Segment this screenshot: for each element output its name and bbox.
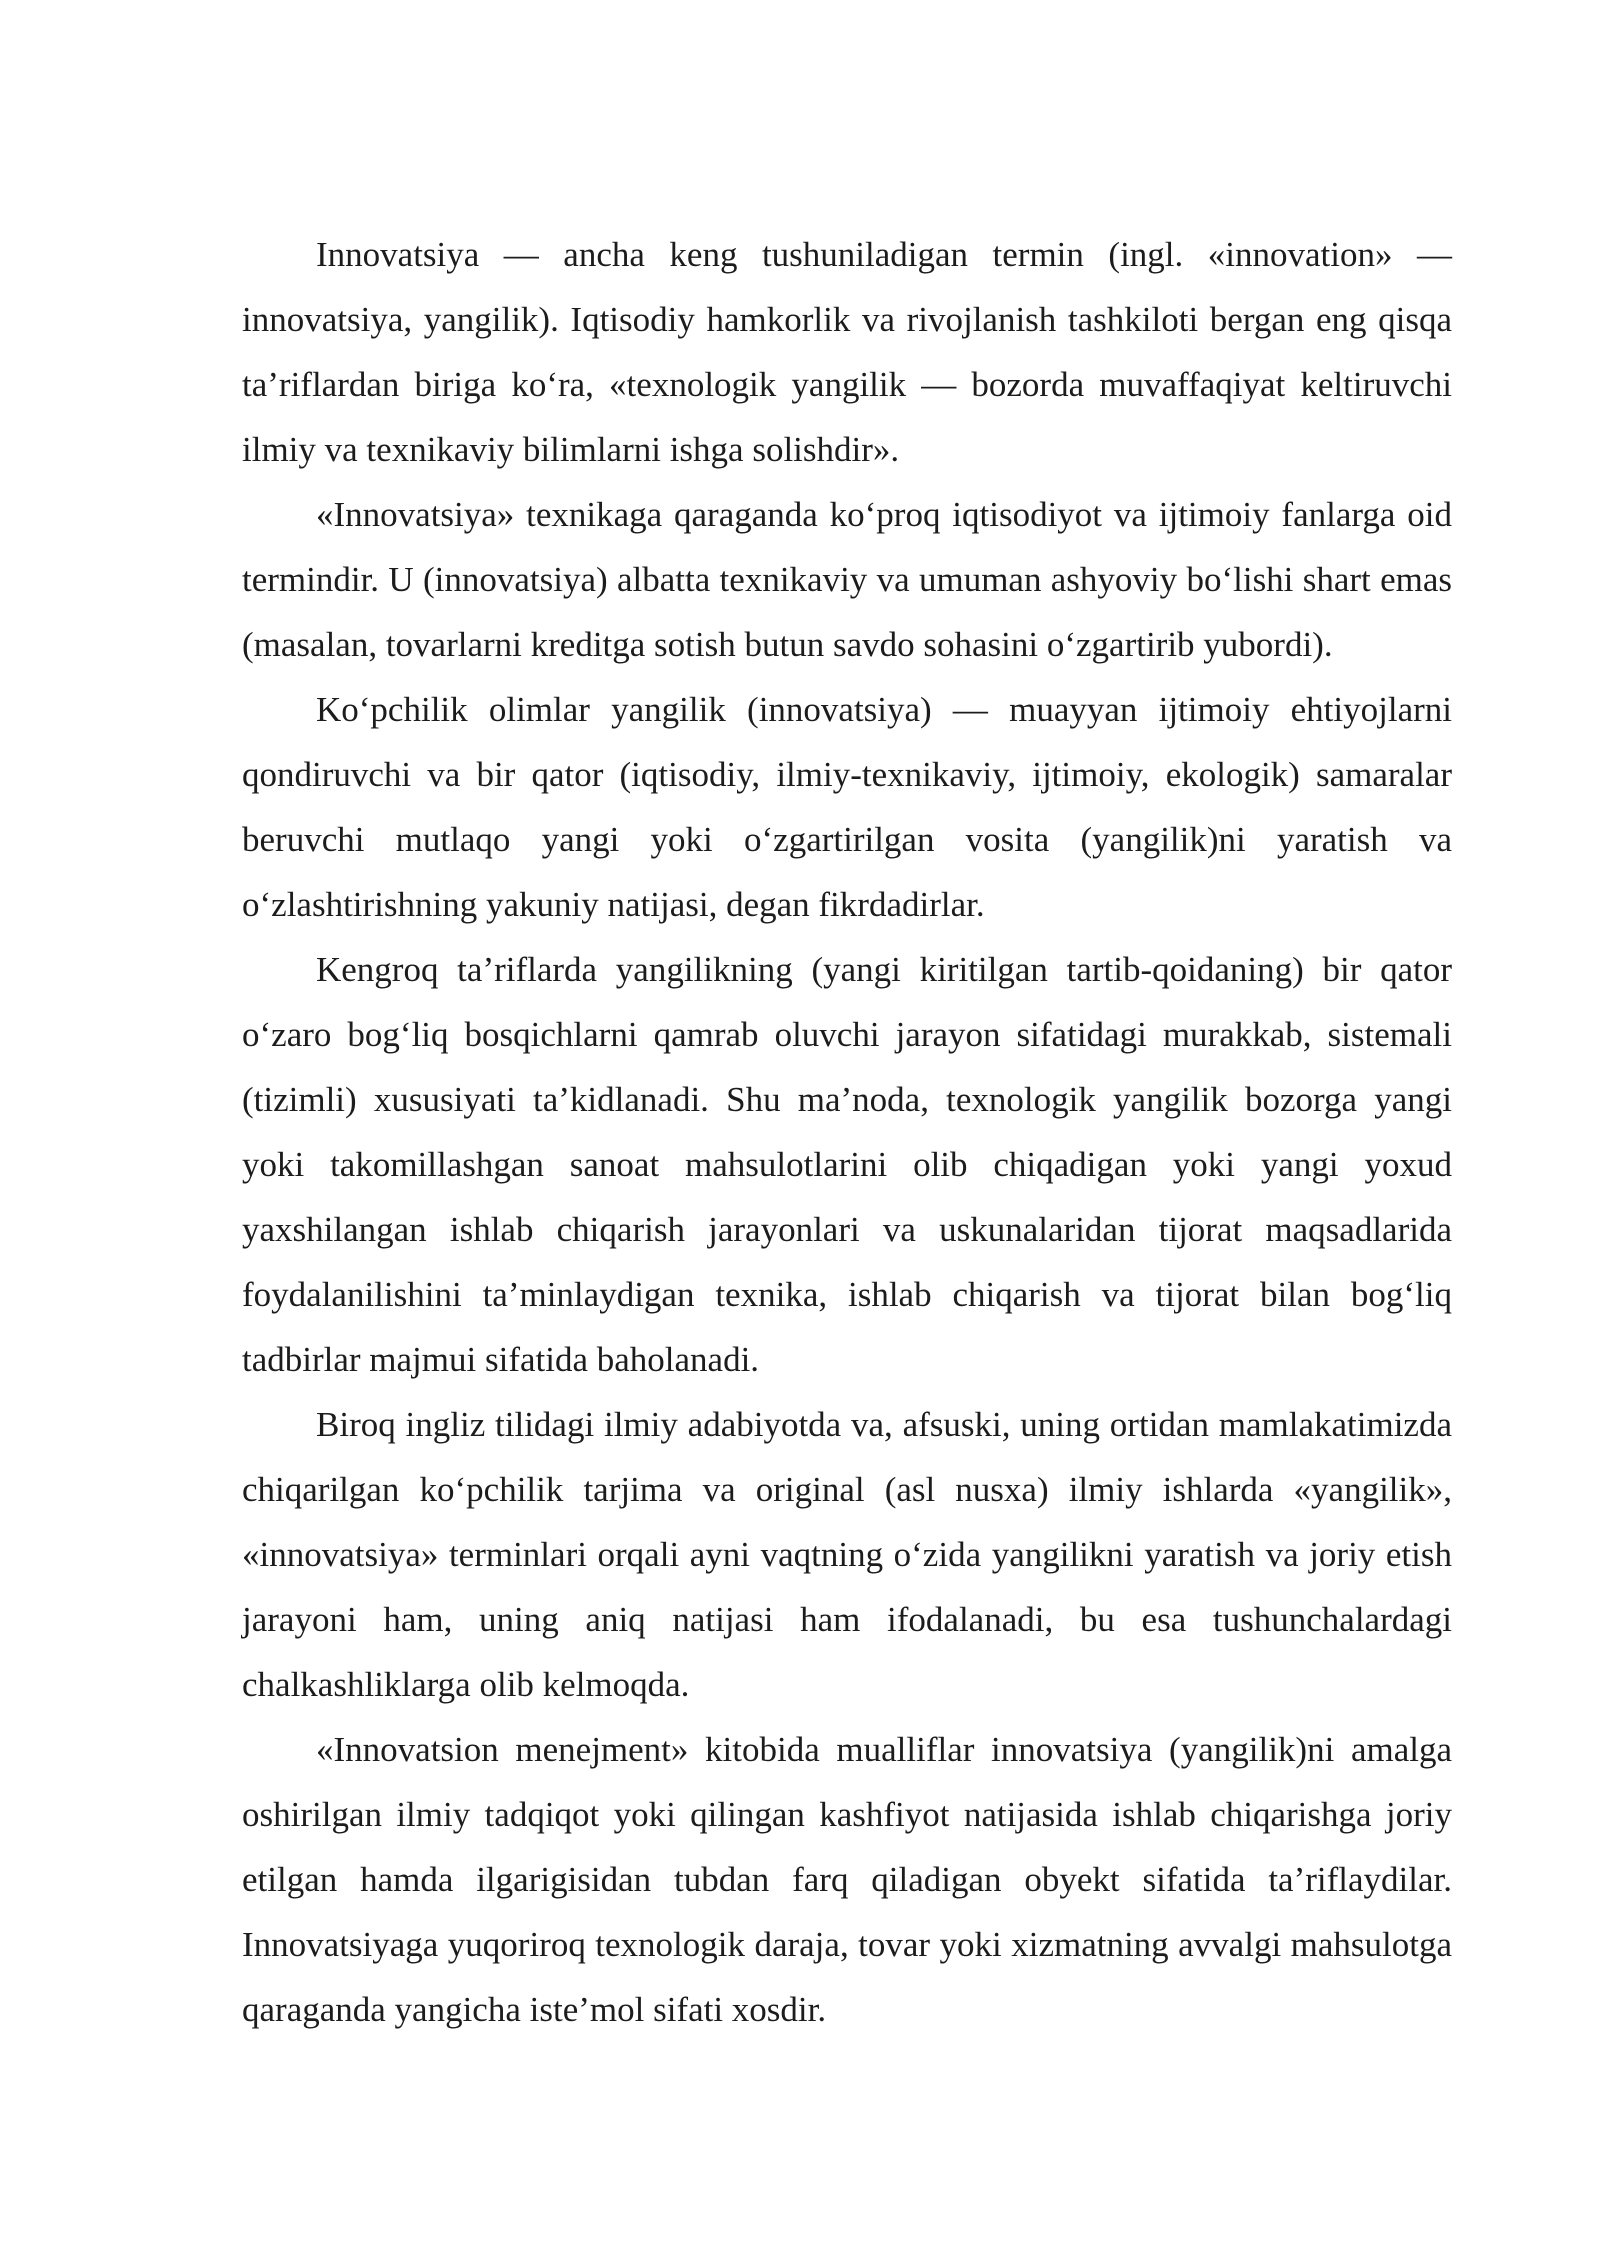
paragraph-1: Innovatsiya — ancha keng tushuniladigan termin (ingl. «innovation» — innovatsiya, yangilik). Iqtisodiy hamkorlik va rivojlanish tashkiloti bergan eng qisqa ta’riflardan biriga ko‘ra, «texnologik yangilik — bozorda muvaffaqiyat keltiruvchi ilmiy va texnikaviy bilimlarni ishga solishdir». — [242, 235, 1452, 469]
paragraph-2: «Innovatsiya» texnikaga qaraganda ko‘proq iqtisodiyot va ijtimoiy fanlarga oid termindir. U (innovatsiya) albatta texnikaviy va umuman ashyoviy bo‘lishi shart emas (masalan, tovarlarni kreditga sotish butun savdo sohasini o‘zgartirib yubordi). — [242, 495, 1452, 664]
paragraph-6: «Innovatsion menejment» kitobida mualliflar innovatsiya (yangilik)ni amalga oshirilgan ilmiy tadqiqot yoki qilingan kashfiyot natijasida ishlab chiqarishga joriy etilgan hamda ilgarigisidan tubdan farq qiladigan obyekt sifatida ta’riflaydilar. Innovatsiyaga yuqoriroq texnologik daraja, tovar yoki xizmatning avvalgi mahsulotga qaraganda yangicha iste’mol sifati xosdir. — [242, 1730, 1452, 2029]
paragraph-3: Ko‘pchilik olimlar yangilik (innovatsiya) — muayyan ijtimoiy ehtiyojlarni qondiruvchi va bir qator (iqtisodiy, ilmiy-texnikaviy, ijtimoiy, ekologik) samaralar beruvchi mutlaqo yangi yoki o‘zgartirilgan vosita (yangilik)ni yaratish va o‘zlashtirishning yakuniy natijasi, degan fikrdadirlar. — [242, 690, 1452, 924]
paragraph-4: Kengroq ta’riflarda yangilikning (yangi kiritilgan tartib-qoidaning) bir qator o‘zaro bog‘liq bosqichlarni qamrab oluvchi jarayon sifatidagi murakkab, sistemali (tizimli) xususiyati ta’kidlanadi. Shu ma’noda, texnologik yangilik bozorga yangi yoki takomillashgan sanoat mahsulotlarini olib chiqadigan yoki yangi yoxud yaxshilangan ishlab chiqarish jarayonlari va uskunalaridan tijorat maqsadlarida foydalanilishini ta’minlaydigan texnika, ishlab chiqarish va tijorat bilan bog‘liq tadbirlar majmui sifatida baholanadi. — [242, 950, 1452, 1379]
paragraph-5: Biroq ingliz tilidagi ilmiy adabiyotda va, afsuski, uning ortidan mamlakatimizda chiqarilgan ko‘pchilik tarjima va original (asl nusxa) ilmiy ishlarda «yangilik», «innovatsiya» terminlari orqali ayni vaqtning o‘zida yangilikni yaratish va joriy etish jarayoni ham, uning aniq natijasi ham ifodalanadi, bu esa tushunchalardagi chalkashliklarga olib kelmoqda. — [242, 1405, 1452, 1704]
body-text — [242, 222, 1452, 2042]
